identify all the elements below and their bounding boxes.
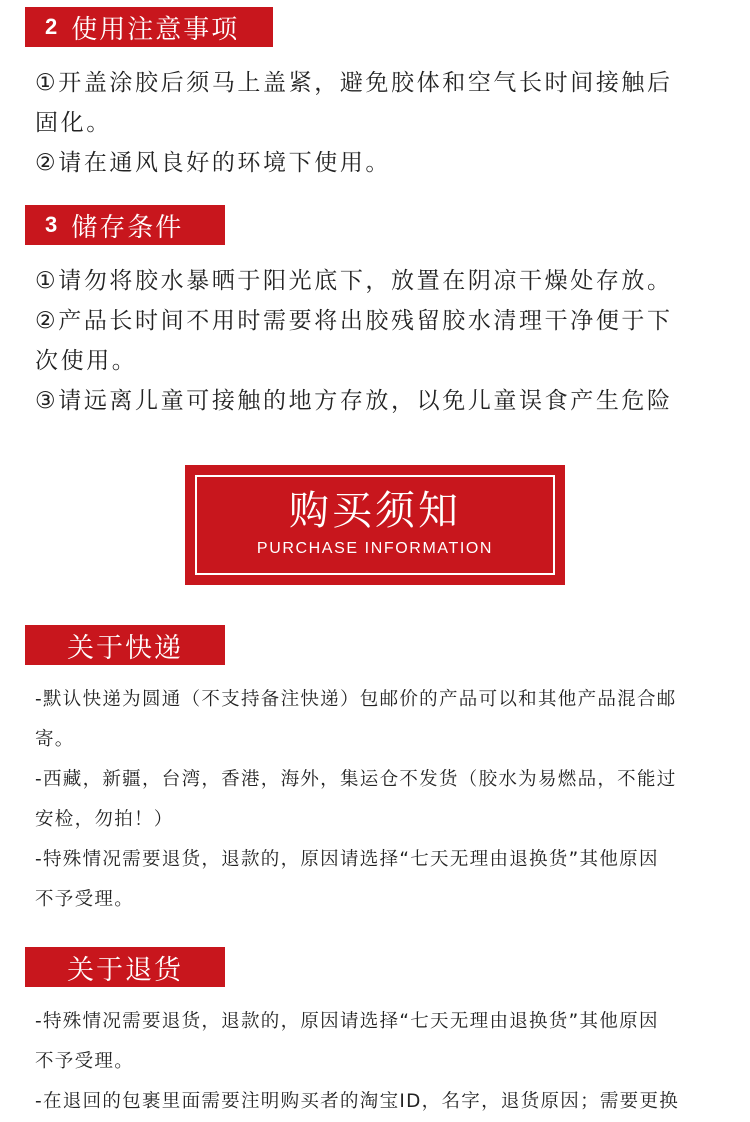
banner-title: 购买须知 <box>289 488 461 534</box>
text-line: ①请勿将胶水暴晒于阳光底下，放置在阴凉干燥处存放。 <box>35 268 673 294</box>
text-line: -西藏，新疆，台湾，香港，海外，集运仓不发货（胶水为易燃品，不能过 <box>35 769 677 790</box>
text-line: 安检，勿拍！） <box>35 809 174 830</box>
section-title: 储存条件 <box>71 212 184 243</box>
text-line: 不予受理。 <box>35 1051 135 1072</box>
text-line: 次使用。 <box>35 348 138 374</box>
text-line: -特殊情况需要退货，退款的，原因请选择“七天无理由退换货”其他原因 <box>35 1011 659 1032</box>
banner-subtitle: PURCHASE INFORMATION <box>256 540 494 557</box>
banner-frame <box>195 475 555 575</box>
section-header-returns <box>25 947 225 987</box>
section-header-storage <box>25 205 225 245</box>
section-number: 3 <box>45 212 60 237</box>
section-title: 关于快递 <box>67 632 183 664</box>
text-line: 固化。 <box>35 110 112 136</box>
section-header-shipping <box>25 625 225 665</box>
returns-notes <box>35 1002 725 1122</box>
section-title: 关于退货 <box>67 954 183 986</box>
section-title: 使用注意事项 <box>71 14 240 45</box>
text-line: 不予受理。 <box>35 889 135 910</box>
text-line: -特殊情况需要退货，退款的，原因请选择“七天无理由退换货”其他原因 <box>35 849 659 870</box>
text-line: ①开盖涂胶后须马上盖紧，避免胶体和空气长时间接触后 <box>35 70 673 96</box>
text-line: ②请在通风良好的环境下使用。 <box>35 150 392 176</box>
storage-notes <box>35 261 725 421</box>
section-number: 2 <box>45 14 60 39</box>
section-header-usage <box>25 7 273 47</box>
text-line: ③请远离儿童可接触的地方存放，以免儿童误食产生危险 <box>35 388 673 414</box>
text-line: -默认快递为圆通（不支持备注快递）包邮价的产品可以和其他产品混合邮 <box>35 689 677 710</box>
text-line: 寄。 <box>35 729 75 750</box>
text-line: -在退回的包裹里面需要注明购买者的淘宝ID，名字，退货原因；需要更换 <box>35 1091 680 1112</box>
text-line: ②产品长时间不用时需要将出胶残留胶水清理干净便于下 <box>35 308 673 334</box>
usage-notes <box>35 63 725 183</box>
purchase-info-banner <box>185 465 565 585</box>
shipping-notes <box>35 680 725 920</box>
